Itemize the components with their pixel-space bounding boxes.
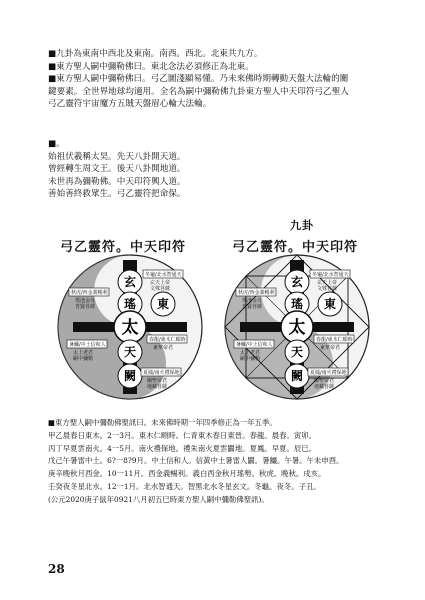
text-line: ■。 [48,139,65,149]
right-diagram-title: 弓乙靈符。中天印符 [232,240,359,255]
text-line: 鍵要素。全世界地球均適用。全名為嗣中彌勒佛九卦東方聖人中天印符弓乙聖人 [48,86,349,97]
side-char: 東 [323,297,337,311]
vertical-char: 天 [290,345,304,359]
vertical-char: 闕 [290,369,304,383]
box-text: 文殊菩薩 [150,286,171,292]
box-text: 太上老君 [240,350,261,356]
center-char: 太 [288,318,306,338]
text-line: ■東方聖人嗣中彌勒佛曰。弓乙圖淺顯易懂。乃未來佛時期轉動天盤大法輪的關 [48,74,349,85]
box-text: 嗣中彌勒 [73,356,94,362]
box-text: 冬龜/北水智通天 [145,272,182,278]
text-line: (公元2020庚子鼠年0921八月初五巳時東方聖人嗣中彌勒佛聖訊)。 [48,494,269,504]
text-line: 曾經轉生周文王。後天八卦開地道。 [48,164,186,175]
center-char: 太 [121,318,139,338]
page-number: 28 [48,562,65,576]
text-line: 善始善終救眾生。弓乙靈符把命保。 [48,189,186,200]
box-text: 夏鳳/南火禮保地 [310,370,347,376]
box-text: 普賢菩薩 [242,304,263,310]
vertical-char: 玄 [123,275,137,289]
left-talisman-svg [55,252,205,402]
box-text: 瑤池金母 [242,298,263,304]
text-line: ■東方聖人嗣中彌勒佛聖訊曰。未來佛時期一年四季修正為一年五季。 [48,418,277,427]
box-text: 太上老君 [73,350,94,356]
text-line: 未世再為彌勒佛。中天印符興人道。 [48,176,186,187]
text-line: ■東方聖人嗣中彌勒佛曰。東北念法必須修正為北東。 [48,61,254,72]
box-text: 東華帝君 [320,345,341,351]
box-text: 夏鳳/南火禮保地 [143,370,180,376]
box-text: 關聖帝君 [147,378,168,384]
box-text: 文殊菩薩 [317,286,338,292]
season-paragraphs [48,417,393,507]
side-char: 東 [156,297,170,311]
box-text: 地藏菩薩 [314,384,335,390]
vertical-char: 天 [123,345,137,359]
box-text: 秋虎/西金義暢利 [238,290,275,296]
right-talisman-svg [222,252,372,402]
right-talisman-diagram [222,252,372,402]
text-line: 丙丁早夏雲南火。4一5月。南火禮保地。禮朱南火夏雲闢地。夏鳳。早夏。辰巳。 [48,443,317,453]
box-text: 春龍/東木仁順時 [316,337,353,343]
text-line: 壬癸夜冬星北水。12一1月。北水智通天。智黑北水冬星玄文。冬龜。夜冬。子丑。 [48,481,321,491]
box-text: 暑鱷/中土信和人 [69,342,106,348]
box-text: 暑鱷/中土信和人 [236,342,273,348]
box-text: 關聖帝君 [314,378,335,384]
left-talisman-diagram [55,252,205,402]
poem-paragraph [48,138,388,201]
box-text: 冬龜/北水智通天 [312,272,349,278]
box-text: 玄天上帝 [150,280,171,286]
text-line: 甲乙晨春日東木。2一3月。東木仁順時。仁青東木春日東晉。春龍。晨春。寅卯。 [48,430,317,440]
text-line: 戊己午暑雷中土。6?一8?9月。中土信和人。信黃中土暑雷人闢。暑鱷。午暑。午未申酉。 [48,456,344,466]
intro-paragraphs [48,48,388,111]
box-text: 東華帝君 [153,345,174,351]
box-text: 普賢菩薩 [75,304,96,310]
box-text: 瑤池金母 [75,298,96,304]
vertical-char: 瑤 [290,297,304,311]
box-text: 春龍/東木仁順時 [149,337,186,343]
right-diagram-top-label: 九卦 [290,219,314,232]
text-line: 始祖伏羲稱太昊。先天八卦開天道。 [48,151,186,162]
left-diagram-title: 弓乙靈符。中天印符 [60,240,187,255]
box-text: 嗣中彌勒 [240,356,261,362]
vertical-char: 玄 [290,275,304,289]
text-line: 庚辛晚秋月西金。10一11月。西金義暢利。義白西金秋月瑤勢。秋虎。晚秋。戌亥。 [48,469,326,479]
box-text: 秋虎/西金義暢利 [71,290,108,296]
vertical-char: 瑤 [123,297,137,311]
box-text: 玄天上帝 [317,280,338,286]
vertical-char: 闕 [123,369,137,383]
text-line: ■九卦為東南中西北及東南。南西。西北。北東共九方。 [48,49,263,59]
text-line: 弓乙靈符宇宙魔方五賊天盤眉心輪大法輪。 [48,99,212,110]
box-text: 地藏菩薩 [147,384,168,390]
